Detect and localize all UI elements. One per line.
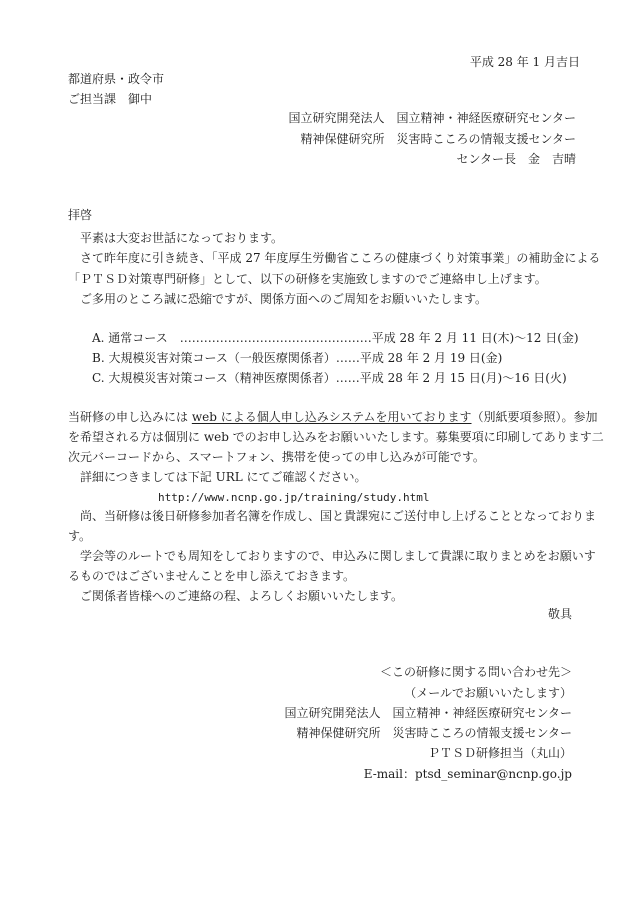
note-2-line-2: るものではございませんことを申し添えておきます。	[68, 569, 356, 583]
course-c-date: 平成 28 年 2 月 15 日(月)〜16 日(火)	[359, 371, 567, 385]
addressee-line-2: ご担当課 御中	[68, 92, 153, 106]
sender-line-2: 精神保健研究所 災害時こころの情報支援センター	[300, 132, 576, 146]
apply-line-1-start: 当研修の申し込みには	[68, 410, 192, 424]
closing: 敬具	[547, 607, 572, 621]
apply-line-3: 次元バーコードから、スマートフォン、携帯を使っての申し込みが可能です。	[68, 450, 485, 464]
note-2-line-1: 学会等のルートでも周知をしておりますので、申込みに関しまして貴課に取りまとめをお願いす	[80, 549, 596, 563]
note-1-line-2: す。	[68, 529, 92, 543]
contact-heading: ＜この研修に関する問い合わせ先＞	[379, 665, 572, 679]
apply-line-2: を希望される方は個別に web でのお申し込みをお願いいたします。募集要項に印刷してあります二	[68, 430, 604, 444]
body-paragraph-3: ご多用のところ誠に恐縮ですが、関係方面へのご周知をお願いいたします。	[80, 292, 488, 306]
body-paragraph-1: 平素は大変お世話になっております。	[80, 231, 284, 245]
apply-line-1-end: （別紙要項参照）。参加	[471, 410, 598, 424]
course-a-date: 平成 28 年 2 月 11 日(木)〜12 日(金)	[371, 331, 579, 345]
course-b-name: B. 大規模災害対策コース（一般医療関係者）……	[92, 351, 360, 365]
apply-line-4: 詳細につきましては下記 URL にてご確認ください。	[80, 470, 367, 484]
letter-date: 平成 28 年 1 月吉日	[469, 55, 580, 69]
course-c	[92, 369, 567, 387]
contact-subheading: （メールでお願いいたします）	[404, 686, 572, 700]
contact-person: ＰＴＳＤ研修担当（丸山）	[427, 746, 572, 760]
course-b	[92, 349, 502, 367]
course-a	[92, 329, 579, 347]
apply-line-1	[68, 408, 598, 426]
training-url: http://www.ncnp.go.jp/training/study.html	[158, 491, 430, 504]
contact-email: E-mail：ptsd_seminar@ncnp.go.jp	[363, 767, 572, 781]
apply-system-underlined: web による個人申し込みシステムを用いております	[191, 410, 472, 424]
course-b-date: 平成 28 年 2 月 19 日(金)	[359, 351, 503, 365]
addressee-line-1: 都道府県・政令市	[68, 72, 165, 86]
course-c-name: C. 大規模災害対策コース（精神医療関係者）……	[92, 371, 360, 385]
body-paragraph-2-line-2: 「ＰＴＳＤ対策専門研修」として、以下の研修を実施致しますのでご連絡申し上げます。	[68, 272, 547, 286]
body-paragraph-2-line-1: さて昨年度に引き続き、「平成 27 年度厚生労働省こころの健康づくり対策事業」の補助金による	[80, 251, 601, 265]
course-a-name: A. 通常コース …………………………………………	[92, 331, 372, 345]
sender-line-3: センター長 金 吉晴	[456, 152, 576, 166]
contact-org-1: 国立研究開発法人 国立精神・神経医療研究センター	[284, 706, 572, 720]
note-1-line-1: 尚、当研修は後日研修参加者名簿を作成し、国と貴課宛にご送付申し上げることとなっておりま	[80, 509, 597, 523]
salutation: 拝啓	[68, 208, 93, 222]
contact-org-2: 精神保健研究所 災害時こころの情報支援センター	[296, 726, 572, 740]
note-3: ご関係者皆様へのご連絡の程、よろしくお願いいたします。	[80, 589, 404, 603]
sender-line-1: 国立研究開発法人 国立精神・神経医療研究センター	[288, 111, 576, 125]
